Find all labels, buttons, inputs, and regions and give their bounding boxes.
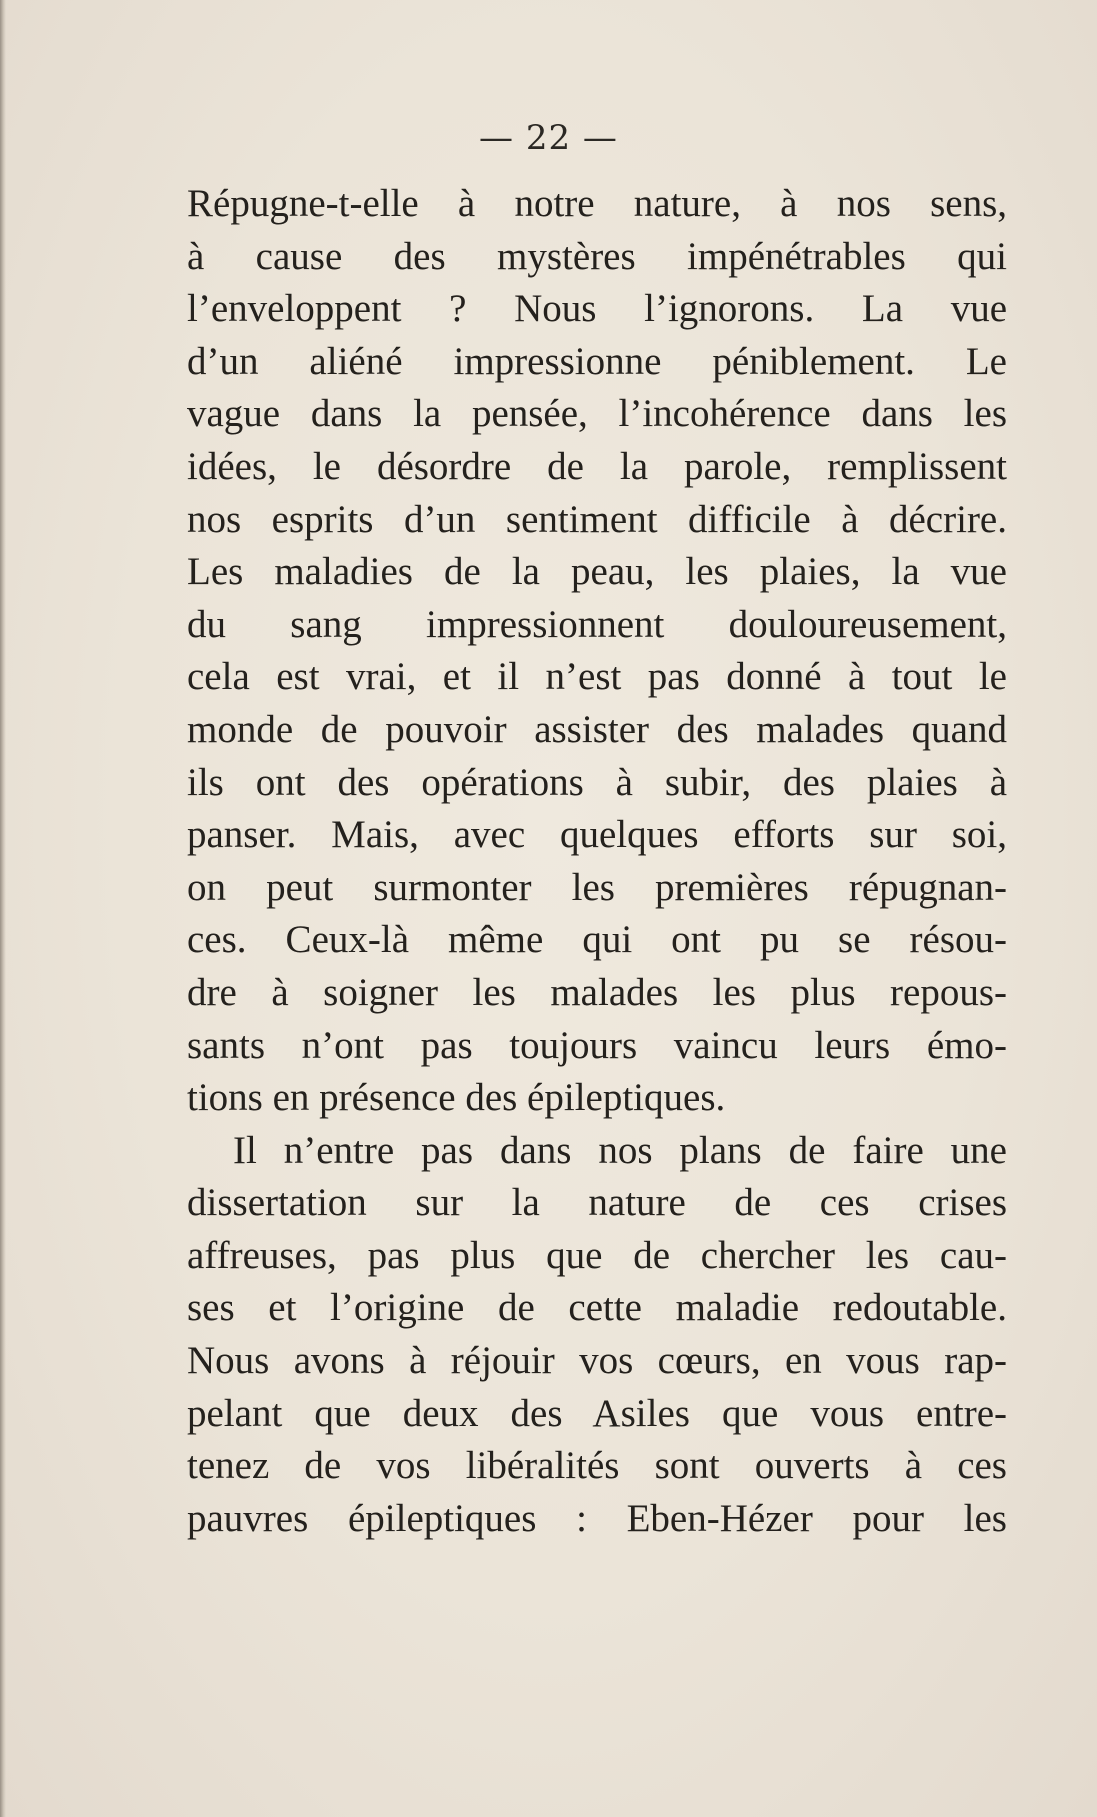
text-line: tenez de vos libéralités sont ouverts à ces — [187, 1444, 1007, 1488]
page-number: — 22 — — [479, 118, 618, 158]
page-binding-edge — [0, 0, 6, 1817]
text-line: affreuses, pas plus que de chercher les cau- — [187, 1233, 1007, 1277]
body-text — [187, 178, 1007, 1545]
text-line: d’un aliéné impressionne péniblement. Le — [187, 339, 1007, 383]
text-line: Répugne-t-elle à notre nature, à nos sens, — [187, 182, 1007, 225]
text-line: monde de pouvoir assister des malades quand — [187, 707, 1007, 751]
text-line: Nous avons à réjouir vos cœurs, en vous rap- — [187, 1339, 1007, 1383]
text-line: à cause des mystères impénétrables qui — [187, 234, 1007, 278]
text-line: dissertation sur la nature de ces crises — [187, 1181, 1007, 1225]
text-line: pelant que deux des Asiles que vous entre- — [187, 1391, 1007, 1435]
text-line: nos esprits d’un sentiment difficile à décrire. — [187, 497, 1007, 541]
text-line: ses et l’origine de cette maladie redoutable. — [187, 1286, 1007, 1330]
text-line: pauvres épileptiques : Eben-Hézer pour les — [187, 1496, 1007, 1540]
text-line: du sang impressionnent douloureusement, — [187, 602, 1007, 646]
text-line: panser. Mais, avec quelques efforts sur soi, — [187, 813, 1007, 857]
text-line: idées, le désordre de la parole, remplissent — [187, 444, 1007, 488]
text-line: ces. Ceux-là même qui ont pu se résou- — [187, 918, 1007, 962]
text-line: ils ont des opérations à subir, des plaies à — [187, 760, 1007, 804]
text-line: Il n’entre pas dans nos plans de faire une — [233, 1128, 1007, 1172]
text-line: sants n’ont pas toujours vaincu leurs émo- — [187, 1023, 1007, 1067]
text-line: on peut surmonter les premières répugnan- — [187, 865, 1007, 909]
text-line: tions en présence des épileptiques. — [187, 1076, 726, 1120]
text-line: Les maladies de la peau, les plaies, la vue — [187, 550, 1007, 594]
text-line: vague dans la pensée, l’incohérence dans les — [187, 392, 1007, 436]
text-line: cela est vrai, et il n’est pas donné à tout le — [187, 655, 1007, 699]
text-line: l’enveloppent ? Nous l’ignorons. La vue — [187, 287, 1007, 331]
text-line: dre à soigner les malades les plus repous- — [187, 970, 1007, 1014]
